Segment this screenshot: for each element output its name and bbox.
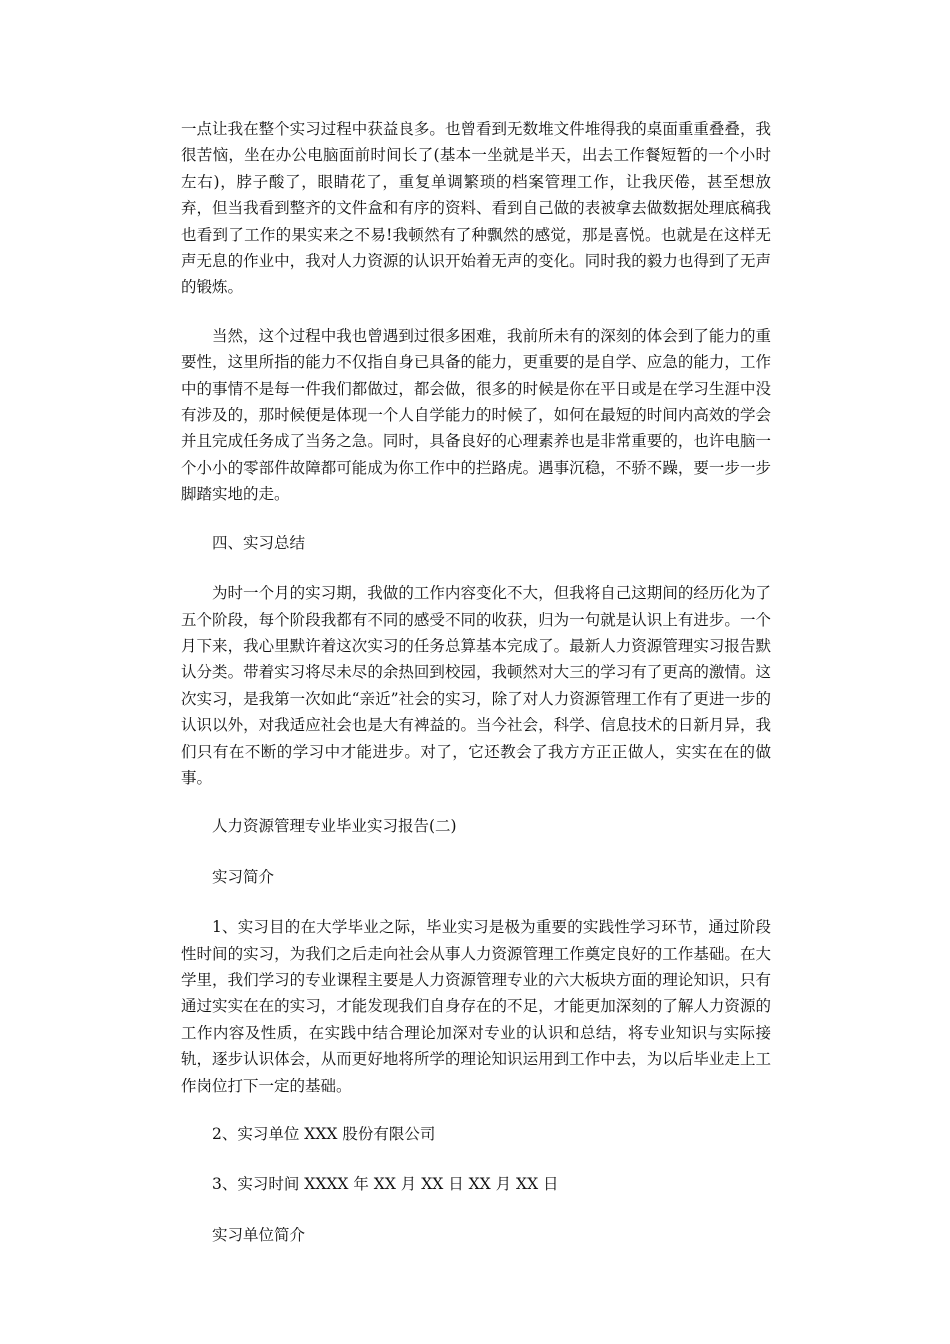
- internship-time: 3、实习时间 XXXX 年 XX 月 XX 日 XX 月 XX 日: [212, 1175, 559, 1194]
- report-title-two: 人力资源管理专业毕业实习报告(二): [212, 817, 457, 836]
- paragraph-internship-reflection: 一点让我在整个实习过程中获益良多。也曾看到无数堆文件堆得我的桌面重重叠叠，我很苦恼，坐在办公电脑面前时间长了(基本一坐就是半天，出去工作餐短暂的一个小时左右)，脖子酸了，眼睛花了，重复单调繁琐的档案管理工作，让我厌倦，甚至想放弃，但当我看到整齐的文件盒和有序的资料、看到自己做的表被拿去做数据处理底稿我也看到了工作的果实来之不易!我顿然有了种飘然的感觉，那是喜悦。也就是在这样无声无息的作业中，我对人力资源的认识开始着无声的变化。同时我的毅力也得到了无声的锻炼。: [181, 120, 771, 297]
- paragraph-internship-purpose: 1、实习目的在大学毕业之际，毕业实习是极为重要的实践性学习环节，通过阶段性时间的实习，为我们之后走向社会从事人力资源管理工作奠定良好的工作基础。在大学里，我们学习的专业课程主要是人力资源管理专业的六大板块方面的理论知识，只有通过实实在在的实习，才能发现我们自身存在的不足，才能更加深刻的了解人力资源的工作内容及性质，在实践中结合理论加深对专业的认识和总结，将专业知识与实际接轨，逐步认识体会，从而更好地将所学的理论知识运用到工作中去，为以后毕业走上工作岗位打下一定的基础。: [181, 918, 771, 1095]
- section-heading-company-intro: 实习单位简介: [212, 1225, 306, 1244]
- document-body: [181, 116, 771, 1272]
- internship-company: 2、实习单位 XXX 股份有限公司: [212, 1125, 436, 1143]
- section-heading-summary: 四、实习总结: [212, 533, 306, 552]
- paragraph-difficulties: 当然，这个过程中我也曾遇到过很多困难，我前所未有的深刻的体会到了能力的重要性，这里所指的能力不仅指自身已具备的能力，更重要的是自学、应急的能力，工作中的事情不是每一件我们都做过，都会做，很多的时候是你在平日或是在学习生涯中没有涉及的，那时候便是体现一个人自学能力的时候了，如何在最短的时间内高效的学会并且完成任务成了当务之急。同时，具备良好的心理素养也是非常重要的，也许电脑一个小小的零部件故障都可能成为你工作中的拦路虎。遇事沉稳，不骄不躁，要一步一步脚踏实地的走。: [181, 326, 771, 504]
- section-heading-introduction: 实习简介: [212, 867, 275, 886]
- paragraph-summary: 为时一个月的实习期，我做的工作内容变化不大，但我将自己这期间的经历化为了五个阶段，每个阶段我都有不同的感受不同的收获，归为一句就是认识上有进步。一个月下来，我心里默许着这次实习的任务总算基本完成了。最新人力资源管理实习报告默认分类。带着实习将尽未尽的余热回到校园，我顿然对大三的学习有了更高的激情。这次实习，是我第一次如此“亲近”社会的实习，除了对人力资源管理工作有了更进一步的认识以外，对我适应社会也是大有裨益的。当今社会，科学、信息技术的日新月异，我们只有在不断的学习中才能进步。对了，它还教会了我方方正正做人，实实在在的做事。: [181, 584, 771, 787]
